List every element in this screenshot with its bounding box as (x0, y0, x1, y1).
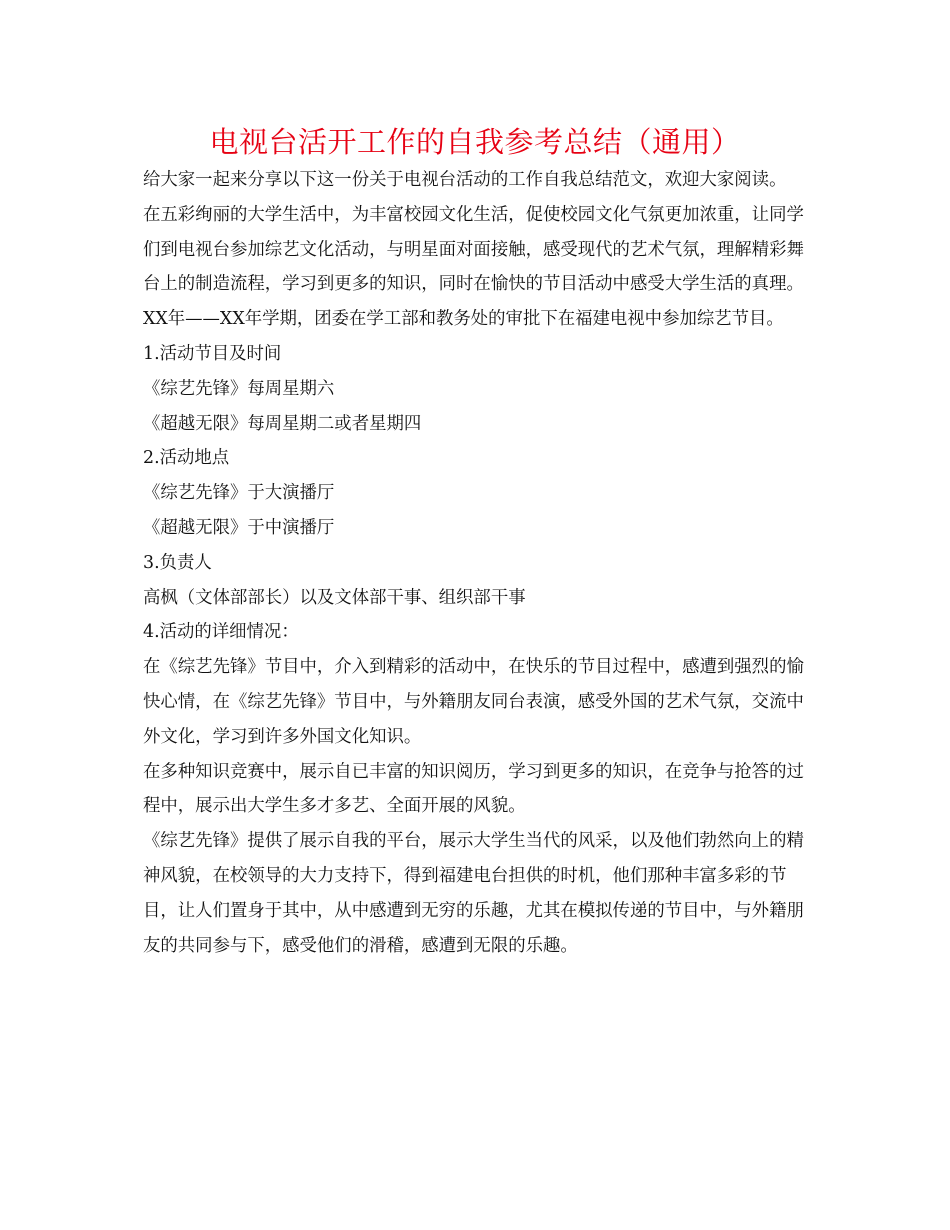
paragraph-details-1: 在《综艺先锋》节目中，介入到精彩的活动中，在快乐的节目过程中，感遭到强烈的愉快心情，在《综艺先锋》节目中，与外籍朋友同台表演，感受外国的艺术气氛，交流中外文化，学习到许多外国文化知识。 (143, 657, 804, 747)
list-item: 《综艺先锋》每周星期六 (143, 378, 335, 399)
list-item: 《超越无限》于中演播厅 (143, 517, 335, 538)
page-title: 电视台活开工作的自我参考总结（通用） (209, 125, 741, 159)
list-item: 《综艺先锋》于大演播厅 (143, 483, 335, 504)
paragraph-background: 在五彩绚丽的大学生活中，为丰富校园文化生活，促使校园文化气氛更加浓重，让同学们到电视台参加综艺文化活动，与明星面对面接触，感受现代的艺术气氛，理解精彩舞台上的制造流程，学习到更多的知识，同时在愉快的节目活动中感受大学生活的真理。XX年——XX年学期，团委在学工部和教务处的审批下在福建电视中参加综艺节目。 (143, 204, 804, 330)
paragraph-details-2: 在多种知识竞赛中，展示自已丰富的知识阅历，学习到更多的知识，在竞争与抢答的过程中，展示出大学生多才多艺、全面开展的风貌。 (143, 761, 804, 817)
paragraph-details-3: 《综艺先锋》提供了展示自我的平台，展示大学生当代的风采，以及他们勃然向上的精神风貌，在校领导的大力支持下，得到福建电台担供的时机，他们那种丰富多彩的节目，让人们置身于其中，从中感遭到无穷的乐趣，尤其在模拟传递的节目中，与外籍朋友的共同参与下，感受他们的滑稽，感遭到无限的乐趣。 (143, 831, 804, 956)
paragraph-intro: 给大家一起来分享以下这一份关于电视台活动的工作自我总结范文，欢迎大家阅读。 (143, 170, 787, 190)
section-heading-details: 4.活动的详细情况： (143, 622, 299, 643)
list-item: 高枫（文体部部长）以及文体部干事、组织部干事 (143, 587, 526, 608)
document-body (143, 163, 813, 963)
section-heading-location: 2.活动地点 (143, 448, 230, 469)
list-item: 《超越无限》每周星期二或者星期四 (143, 413, 422, 434)
section-heading-schedule: 1.活动节目及时间 (143, 343, 282, 364)
section-heading-owner: 3.负责人 (143, 552, 212, 573)
